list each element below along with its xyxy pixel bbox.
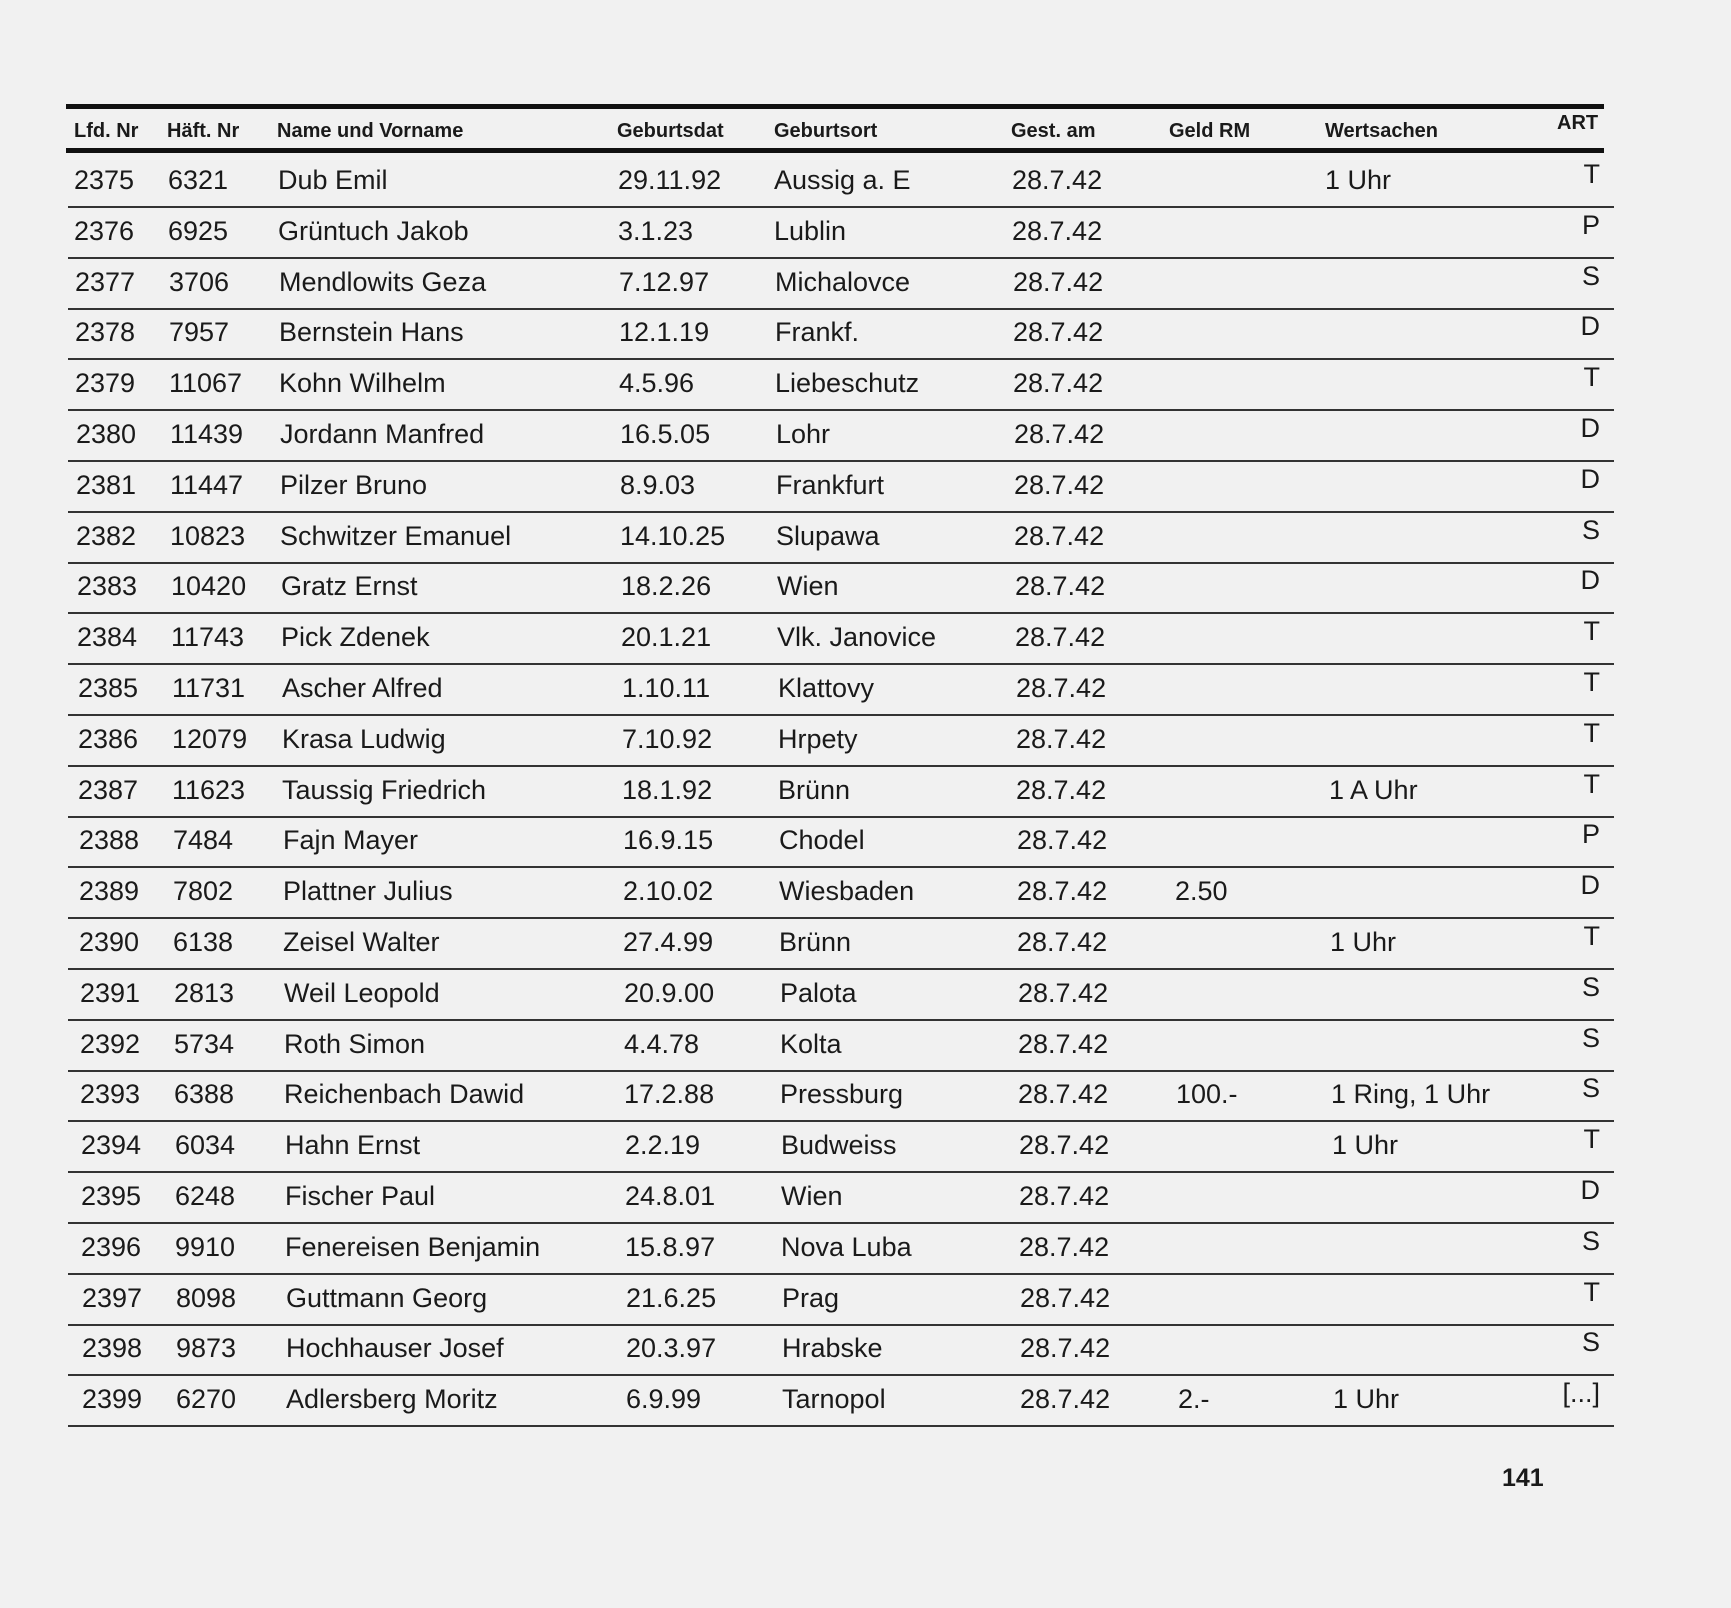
cell-haeft: 9910 [175, 1231, 236, 1262]
table-row [68, 1171, 1614, 1224]
cell-gest: 28.7.42 [1015, 571, 1106, 602]
cell-gebdat: 14.10.25 [620, 520, 726, 551]
cell-lfd: 2399 [82, 1384, 143, 1415]
cell-art: P [1581, 209, 1600, 240]
header-gest-am: Gest. am [1011, 120, 1096, 142]
cell-haeft: 3706 [169, 266, 230, 297]
cell-lfd: 2380 [76, 419, 137, 449]
cell-gebort: Wien [781, 1181, 843, 1211]
cell-haeft: 6138 [173, 927, 234, 957]
cell-gest: 28.7.42 [1017, 825, 1108, 856]
header-lfd-nr: Lfd. Nr [74, 120, 139, 142]
cell-gest: 28.7.42 [1016, 774, 1107, 805]
header-haeft-nr: Häft. Nr [167, 120, 240, 142]
cell-name: Mendlowits Geza [279, 266, 487, 297]
cell-gest: 28.7.42 [1017, 927, 1108, 957]
cell-lfd: 2376 [74, 215, 135, 246]
cell-art: T [1583, 717, 1600, 748]
cell-haeft: 7484 [173, 825, 234, 856]
cell-haeft: 6034 [175, 1130, 236, 1161]
table-row [68, 1323, 1614, 1376]
cell-name: Ascher Alfred [282, 673, 443, 703]
cell-haeft: 6925 [168, 215, 229, 246]
cell-gebort: Frankf. [775, 317, 860, 348]
cell-art: D [1580, 463, 1600, 494]
cell-haeft: 6248 [175, 1181, 236, 1211]
table-row [68, 358, 1614, 411]
cell-gest: 28.7.42 [1014, 520, 1105, 551]
table-row [68, 663, 1614, 716]
cell-lfd: 2382 [76, 520, 137, 551]
cell-gebdat: 16.5.05 [620, 419, 711, 449]
cell-gebort: Brünn [778, 774, 851, 805]
cell-lfd: 2386 [78, 723, 139, 754]
cell-lfd: 2388 [79, 825, 140, 856]
cell-gebdat: 4.5.96 [619, 368, 695, 399]
table-row [68, 409, 1614, 462]
cell-lfd: 2378 [75, 317, 136, 348]
cell-lfd: 2396 [81, 1231, 142, 1262]
cell-gebort: Hrpety [778, 723, 858, 754]
cell-lfd: 2395 [81, 1181, 142, 1211]
cell-geld: 2.- [1178, 1384, 1210, 1415]
cell-gebdat: 4.4.78 [624, 1028, 700, 1059]
cell-lfd: 2393 [80, 1079, 141, 1110]
cell-lfd: 2384 [77, 622, 138, 653]
header-top-rule [66, 104, 1604, 109]
cell-art: D [1580, 565, 1600, 596]
cell-haeft: 10823 [170, 520, 246, 551]
cell-gebort: Wiesbaden [779, 876, 915, 907]
cell-gebdat: 16.9.15 [623, 825, 714, 856]
cell-lfd: 2391 [80, 977, 141, 1008]
cell-gebdat: 7.10.92 [622, 723, 713, 754]
cell-name: Pick Zdenek [281, 622, 430, 653]
cell-gebort: Aussig a. E [774, 165, 911, 195]
cell-gest: 28.7.42 [1018, 977, 1109, 1008]
cell-lfd: 2390 [79, 927, 140, 957]
cell-gebdat: 20.9.00 [624, 977, 715, 1008]
cell-gebdat: 3.1.23 [618, 215, 694, 246]
cell-art: T [1583, 159, 1600, 189]
cell-gest: 28.7.42 [1012, 165, 1103, 195]
cell-name: Zeisel Walter [283, 927, 440, 957]
cell-gebort: Slupawa [776, 520, 880, 551]
cell-gebort: Lohr [776, 419, 831, 449]
cell-haeft: 9873 [176, 1333, 237, 1364]
cell-art: T [1583, 362, 1600, 393]
cell-lfd: 2381 [76, 469, 137, 500]
table-row [68, 1374, 1614, 1427]
cell-art: T [1583, 768, 1600, 799]
cell-name: Roth Simon [284, 1028, 426, 1059]
cell-haeft: 8098 [176, 1282, 237, 1313]
cell-gebdat: 18.2.26 [621, 571, 712, 602]
cell-art: P [1581, 819, 1600, 850]
cell-haeft: 10420 [171, 571, 247, 602]
cell-gest: 28.7.42 [1017, 876, 1108, 907]
cell-art: D [1580, 413, 1600, 443]
cell-name: Hahn Ernst [285, 1130, 421, 1161]
cell-art: S [1581, 1022, 1600, 1053]
header-name: Name und Vorname [277, 120, 464, 142]
cell-wert: 1 Uhr [1325, 165, 1392, 195]
cell-gebdat: 12.1.19 [619, 317, 710, 348]
table-row [68, 155, 1614, 208]
cell-gebort: Klattovy [778, 673, 875, 703]
cell-lfd: 2398 [82, 1333, 143, 1364]
table-row [68, 460, 1614, 513]
cell-haeft: 11623 [172, 774, 246, 805]
cell-gebdat: 1.10.11 [622, 673, 711, 703]
cell-gebdat: 20.1.21 [621, 622, 712, 653]
cell-haeft: 5734 [174, 1028, 235, 1059]
cell-haeft: 11731 [172, 673, 246, 703]
cell-art: S [1581, 971, 1600, 1002]
table-row [68, 714, 1614, 767]
cell-haeft: 2813 [174, 977, 235, 1008]
cell-gebort: Frankfurt [776, 469, 885, 500]
cell-gest: 28.7.42 [1019, 1231, 1110, 1262]
cell-geld: 2.50 [1175, 876, 1228, 907]
cell-art: D [1580, 311, 1600, 342]
cell-gest: 28.7.42 [1014, 469, 1105, 500]
cell-haeft: 11743 [171, 622, 245, 653]
cell-gebort: Wien [777, 571, 839, 602]
cell-gebdat: 17.2.88 [624, 1079, 715, 1110]
cell-lfd: 2389 [79, 876, 140, 907]
cell-art: T [1583, 1124, 1600, 1155]
table-row [68, 1019, 1614, 1072]
cell-gebort: Prag [782, 1282, 840, 1313]
cell-art: S [1581, 1327, 1600, 1358]
cell-art: D [1580, 1175, 1600, 1205]
cell-name: Kohn Wilhelm [279, 368, 446, 399]
cell-gest: 28.7.42 [1019, 1130, 1110, 1161]
cell-gebort: Palota [780, 977, 857, 1008]
header-geburtsdat: Geburtsdat [617, 120, 724, 142]
cell-lfd: 2397 [82, 1282, 143, 1313]
cell-lfd: 2377 [75, 266, 136, 297]
cell-name: Pilzer Bruno [280, 469, 428, 500]
cell-gebdat: 20.3.97 [626, 1333, 717, 1364]
cell-art: S [1581, 514, 1600, 545]
cell-lfd: 2385 [78, 673, 139, 703]
cell-gebort: Tarnopol [782, 1384, 886, 1415]
cell-gest: 28.7.42 [1013, 368, 1104, 399]
header-geburtsort: Geburtsort [774, 120, 878, 142]
cell-name: Gratz Ernst [281, 571, 418, 602]
cell-name: Bernstein Hans [279, 317, 464, 348]
cell-gebdat: 8.9.03 [620, 469, 696, 500]
table-row [68, 866, 1614, 919]
cell-haeft: 11067 [169, 368, 243, 399]
cell-wert: 1 Uhr [1332, 1130, 1399, 1161]
cell-name: Fajn Mayer [283, 825, 419, 856]
cell-haeft: 6388 [174, 1079, 235, 1110]
cell-art: [...] [1562, 1378, 1600, 1409]
cell-lfd: 2379 [75, 368, 136, 399]
cell-haeft: 11447 [170, 469, 244, 500]
cell-art: S [1581, 260, 1600, 291]
cell-wert: 1 Ring, 1 Uhr [1331, 1079, 1491, 1110]
cell-art: T [1583, 1276, 1600, 1307]
cell-lfd: 2375 [74, 165, 135, 195]
cell-wert: 1 Uhr [1330, 927, 1397, 957]
cell-gebdat: 6.9.99 [626, 1384, 702, 1415]
table-row [68, 1273, 1614, 1326]
cell-art: S [1581, 1225, 1600, 1256]
cell-name: Plattner Julius [283, 876, 453, 907]
cell-gebdat: 24.8.01 [625, 1181, 716, 1211]
cell-lfd: 2383 [77, 571, 138, 602]
cell-gebdat: 18.1.92 [622, 774, 713, 805]
cell-gebdat: 21.6.25 [626, 1282, 717, 1313]
cell-gebdat: 15.8.97 [625, 1231, 716, 1262]
table-row [68, 561, 1614, 614]
cell-art: T [1583, 616, 1600, 647]
header-bottom-rule [66, 148, 1604, 153]
cell-gebort: Vlk. Janovice [777, 622, 937, 653]
cell-gebdat: 7.12.97 [619, 266, 710, 297]
table-row [68, 612, 1614, 665]
cell-gest: 28.7.42 [1020, 1333, 1111, 1364]
cell-art: T [1583, 667, 1600, 697]
table-row [68, 307, 1614, 360]
table-row [68, 968, 1614, 1021]
table-row [68, 511, 1614, 564]
cell-gest: 28.7.42 [1013, 266, 1104, 297]
cell-wert: 1 A Uhr [1329, 774, 1418, 805]
cell-art: S [1581, 1073, 1600, 1104]
cell-gest: 28.7.42 [1020, 1282, 1111, 1313]
cell-name: Reichenbach Dawid [284, 1079, 525, 1110]
table-row [68, 765, 1614, 818]
table-row [68, 917, 1614, 970]
cell-gebort: Budweiss [781, 1130, 897, 1161]
cell-gebort: Pressburg [780, 1079, 904, 1110]
cell-name: Krasa Ludwig [282, 723, 446, 754]
cell-gebdat: 2.10.02 [623, 876, 714, 907]
cell-gest: 28.7.42 [1015, 622, 1106, 653]
cell-haeft: 7802 [173, 876, 234, 907]
cell-haeft: 6270 [176, 1384, 237, 1415]
cell-gebort: Liebeschutz [775, 368, 920, 399]
cell-haeft: 11439 [170, 419, 244, 449]
cell-gebort: Lublin [774, 215, 847, 246]
cell-name: Taussig Friedrich [282, 774, 487, 805]
table-row [68, 815, 1614, 868]
table-row [68, 1120, 1614, 1173]
cell-name: Fenereisen Benjamin [285, 1231, 541, 1262]
cell-gest: 28.7.42 [1020, 1384, 1111, 1415]
cell-name: Jordann Manfred [280, 419, 485, 449]
cell-gest: 28.7.42 [1012, 215, 1103, 246]
cell-name: Dub Emil [278, 165, 388, 195]
cell-gebdat: 29.11.92 [618, 165, 722, 195]
cell-name: Grüntuch Jakob [278, 215, 469, 246]
header-art: ART [1557, 112, 1599, 134]
cell-name: Weil Leopold [284, 977, 440, 1008]
cell-gebdat: 27.4.99 [623, 927, 714, 957]
cell-art: D [1580, 870, 1600, 901]
cell-lfd: 2387 [78, 774, 139, 805]
cell-gebdat: 2.2.19 [625, 1130, 701, 1161]
cell-name: Hochhauser Josef [286, 1333, 504, 1364]
table-row [68, 1222, 1614, 1275]
cell-gest: 28.7.42 [1019, 1181, 1110, 1211]
cell-haeft: 7957 [169, 317, 230, 348]
table-row [68, 257, 1614, 310]
table-row [68, 206, 1614, 259]
cell-gest: 28.7.42 [1018, 1028, 1109, 1059]
cell-gebort: Nova Luba [781, 1231, 912, 1262]
cell-haeft: 12079 [172, 723, 248, 754]
header-geld-rm: Geld RM [1169, 120, 1251, 142]
cell-gebort: Hrabske [782, 1333, 883, 1364]
cell-name: Fischer Paul [285, 1181, 436, 1211]
table-row [68, 1069, 1614, 1122]
header-wertsachen: Wertsachen [1325, 120, 1439, 142]
cell-gest: 28.7.42 [1014, 419, 1105, 449]
cell-gebort: Michalovce [775, 266, 911, 297]
cell-wert: 1 Uhr [1333, 1384, 1400, 1415]
page-number: 141 [1502, 1464, 1544, 1492]
cell-lfd: 2392 [80, 1028, 141, 1059]
cell-art: T [1583, 921, 1600, 951]
cell-gest: 28.7.42 [1016, 723, 1107, 754]
cell-gebort: Brünn [779, 927, 852, 957]
cell-gebort: Kolta [780, 1028, 842, 1059]
cell-gebort: Chodel [779, 825, 865, 856]
cell-lfd: 2394 [81, 1130, 142, 1161]
cell-name: Adlersberg Moritz [286, 1384, 498, 1415]
cell-name: Schwitzer Emanuel [280, 520, 512, 551]
cell-gest: 28.7.42 [1018, 1079, 1109, 1110]
cell-name: Guttmann Georg [286, 1282, 488, 1313]
cell-haeft: 6321 [168, 165, 229, 195]
cell-gest: 28.7.42 [1013, 317, 1104, 348]
cell-geld: 100.- [1176, 1079, 1238, 1110]
cell-gest: 28.7.42 [1016, 673, 1107, 703]
